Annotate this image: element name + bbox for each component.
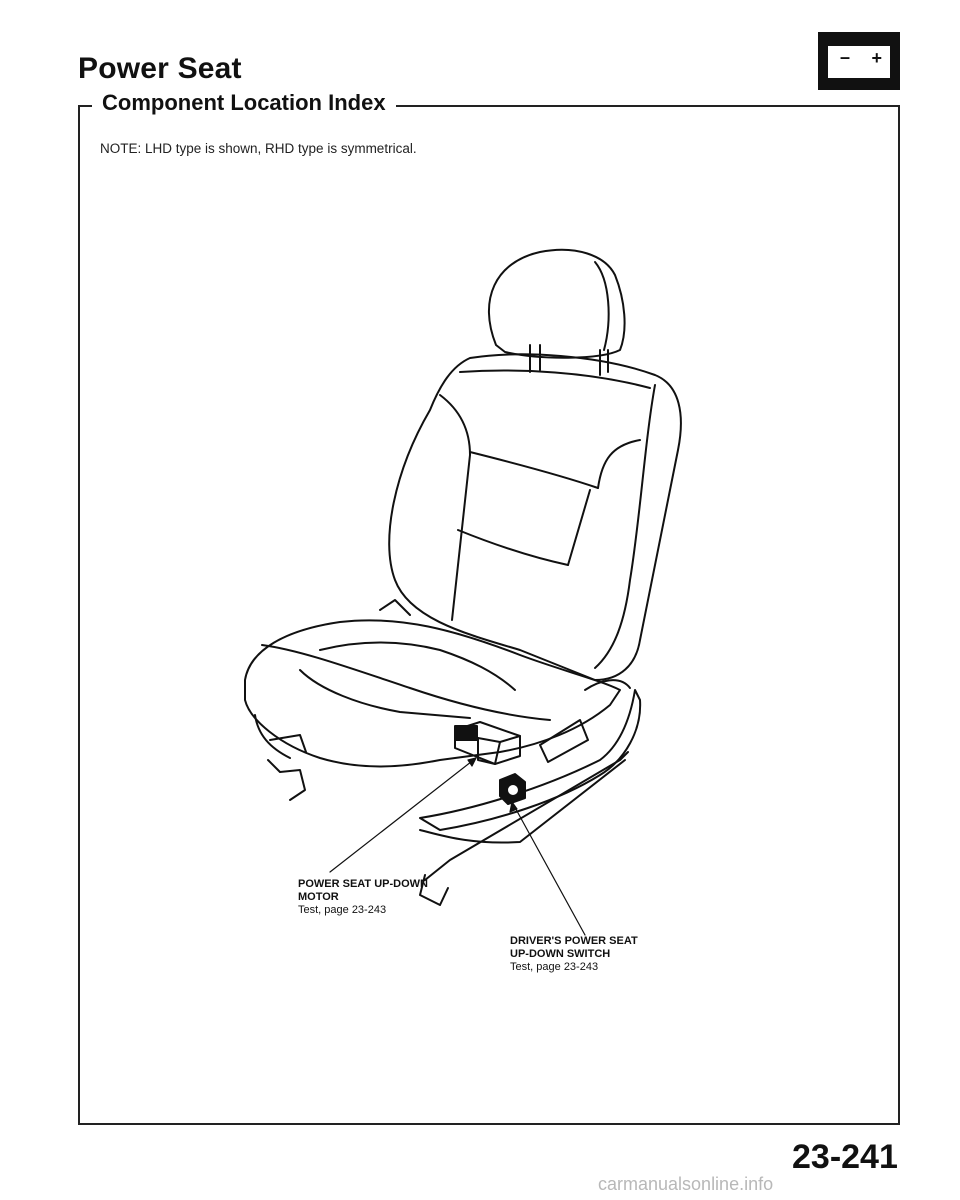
up-down-switch xyxy=(500,774,525,804)
battery-positive-symbol: + xyxy=(871,48,882,68)
motor-callout-test-ref: Test, page 23-243 xyxy=(298,904,387,916)
watermark: carmanualsonline.info xyxy=(598,1174,774,1194)
motor-callout-name-line1: POWER SEAT UP-DOWN xyxy=(298,878,428,890)
switch-callout-name-line2: UP-DOWN SWITCH xyxy=(510,948,611,960)
section-title: Component Location Index xyxy=(92,90,396,116)
note-text: NOTE: LHD type is shown, RHD type is symmetrical. xyxy=(100,141,417,156)
switch-callout-test-ref: Test, page 23-243 xyxy=(510,961,599,973)
page-number: 23-241 xyxy=(792,1138,898,1176)
motor-callout-name-line2: MOTOR xyxy=(298,891,339,903)
switch-callout xyxy=(510,935,638,974)
switch-callout-name-line1: DRIVER'S POWER SEAT xyxy=(510,935,638,947)
page-title: Power Seat xyxy=(78,52,242,85)
seat-back xyxy=(389,354,681,680)
motor-callout xyxy=(298,878,428,917)
battery-negative-symbol: – xyxy=(840,47,851,67)
seat-base xyxy=(255,680,640,905)
